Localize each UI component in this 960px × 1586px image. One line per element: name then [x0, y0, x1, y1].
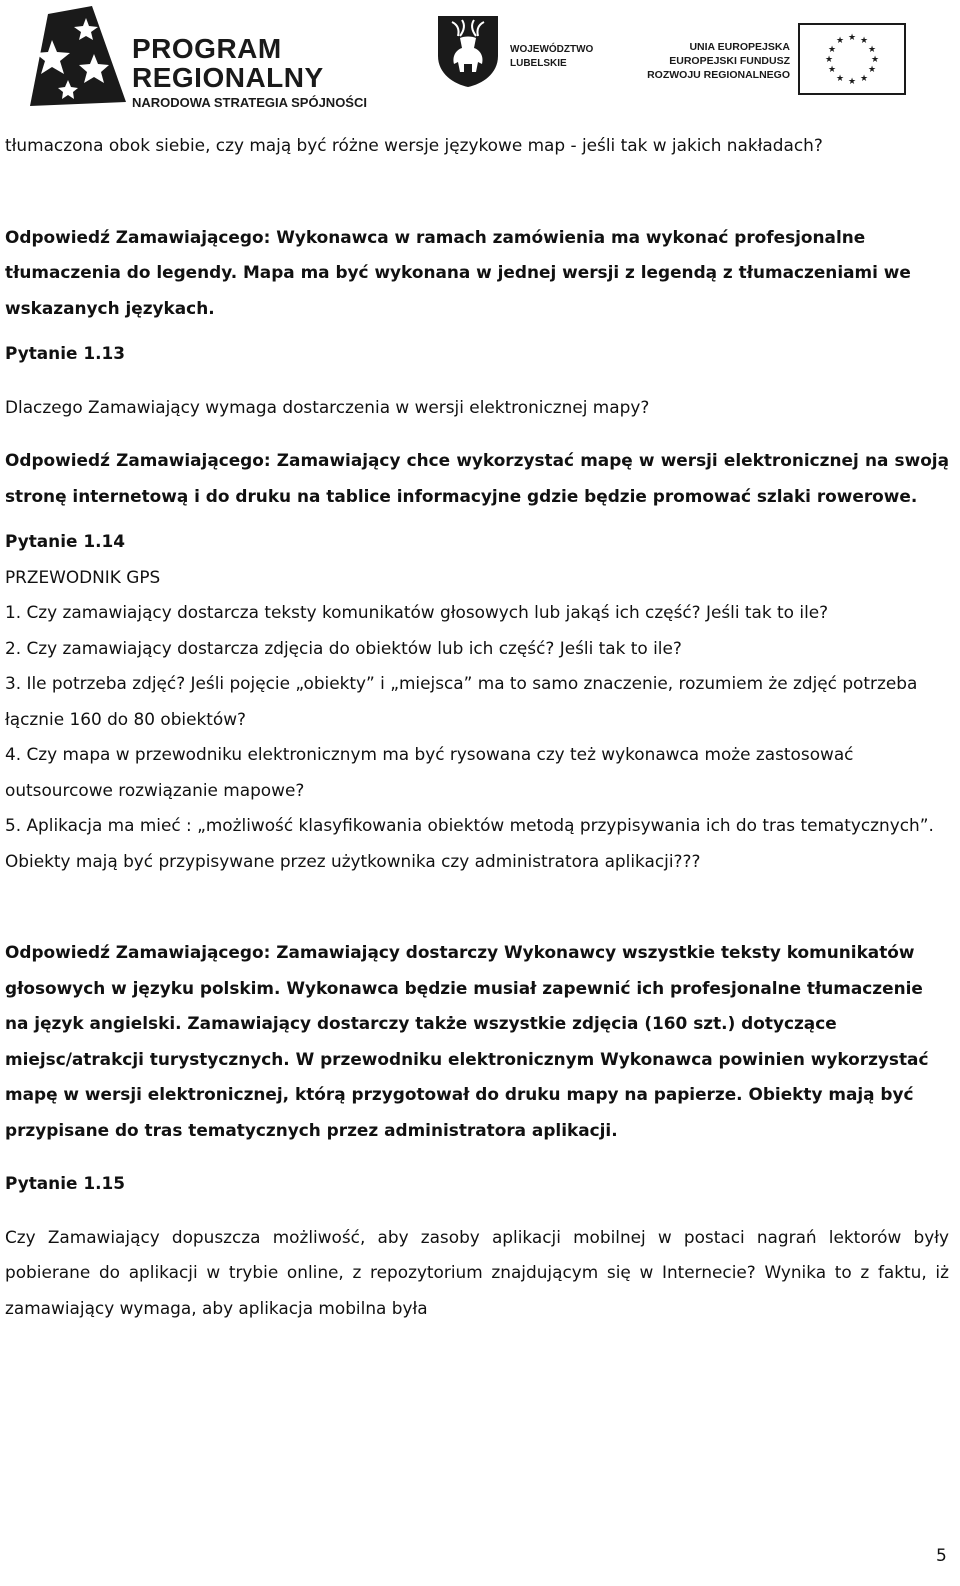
eu-flag-icon: [798, 23, 906, 95]
svg-text:★: ★: [867, 65, 877, 75]
eu-logo-text: UNIA EUROPEJSKA EUROPEJSKI FUNDUSZ ROZWOJU REGIONALNEGO: [647, 41, 790, 81]
svg-text:★: ★: [859, 36, 869, 46]
program-regionalny-stars-icon: [30, 6, 126, 106]
svg-text:★: ★: [870, 55, 880, 65]
question-1-14-item: 5. Aplikacja ma mieć : „możliwość klasyfikowania obiektów metodą przypisywania ich do tras tematycznych”. Obiekty mają być przypisywane przez użytkownika czy administratora aplikacji???: [5, 815, 934, 871]
paragraph-intro: tłumaczona obok siebie, czy mają być różne wersje językowe map - jeśli tak w jakich nakładach?: [5, 135, 823, 155]
document-body: [5, 128, 949, 1326]
svg-text:★: ★: [859, 74, 869, 84]
program-logo-subtitle: NARODOWA STRATEGIA SPÓJNOŚCI: [132, 95, 367, 110]
question-1-13-text: Dlaczego Zamawiający wymaga dostarczenia w wersji elektronicznej mapy?: [5, 396, 650, 417]
svg-text:★: ★: [824, 55, 834, 65]
question-1-14-item: 4. Czy mapa w przewodniku elektronicznym ma być rysowana czy też wykonawca może zastosować outsourcowe rozwiązanie mapowe?: [5, 744, 854, 800]
program-logo-title: PROGRAM REGIONALNY: [132, 33, 324, 93]
page-number: 5: [936, 1546, 947, 1566]
question-1-14-item: 3. Ile potrzeba zdjęć? Jeśli pojęcie „obiekty” i „miejsca” ma to samo znaczenie, rozumiem że zdjęć potrzeba łącznie 160 do 80 obiektów?: [5, 673, 918, 729]
svg-text:★: ★: [867, 45, 877, 55]
lubelskie-deer-crest-icon: [436, 14, 500, 88]
question-1-15-heading: Pytanie 1.15: [5, 1173, 125, 1193]
answer-1-14: Odpowiedź Zamawiającego: Zamawiający dostarczy Wykonawcy wszystkie teksty komunikatów głosowych w języku polskim. Wykonawca będzie musiał zapewnić ich profesjonalne tłumaczenie na język angielski. Zamawiający dostarczy także wszystkie zdjęcia (160 szt.) dotyczące miejsc/atrakcji turystycznych. W przewodniku elektronicznym Wykonawca powinien wykorzystać mapę w wersji elektronicznej, którą przygotował do druku mapy na papierze. Obiekty mają być przypisane do tras tematycznych przez administratora aplikacji.: [5, 942, 929, 1140]
page-header: [0, 0, 960, 118]
question-1-14-subheading: PRZEWODNIK GPS: [5, 566, 161, 587]
question-1-14-item: 1. Czy zamawiający dostarcza teksty komunikatów głosowych lub jakąś ich część? Jeśli tak to ile?: [5, 602, 829, 622]
svg-text:★: ★: [847, 33, 857, 43]
svg-text:★: ★: [835, 74, 845, 84]
svg-text:★: ★: [847, 77, 857, 87]
eu-fund-logo: [640, 18, 910, 98]
svg-text:★: ★: [827, 65, 837, 75]
answer-1-13: Odpowiedź Zamawiającego: Zamawiający chce wykorzystać mapę w wersji elektronicznej na swoją stronę internetową i do druku na tablice informacyjne gdzie będzie promować szlaki rowerowe.: [5, 450, 949, 506]
question-1-14-item: 2. Czy zamawiający dostarcza zdjęcia do obiektów lub ich część? Jeśli tak to ile?: [5, 637, 682, 658]
svg-text:★: ★: [827, 45, 837, 55]
region-logo-text: WOJEWÓDZTWO LUBELSKIE: [510, 44, 594, 69]
question-1-14-heading: Pytanie 1.14: [5, 531, 125, 551]
wojewodztwo-lubelskie-logo: [436, 14, 616, 94]
question-1-13-heading: Pytanie 1.13: [5, 343, 125, 363]
program-regionalny-logo: [30, 6, 380, 110]
answer-previous: Odpowiedź Zamawiającego: Wykonawca w ramach zamówienia ma wykonać profesjonalne tłumaczenia do legendy. Mapa ma być wykonana w jednej wersji z legendą z tłumaczeniami we wskazanych językach.: [5, 226, 911, 318]
svg-text:★: ★: [835, 36, 845, 46]
question-1-15-text: Czy Zamawiający dopuszcza możliwość, aby zasoby aplikacji mobilnej w postaci nagrań lektorów były pobierane do aplikacji w trybie online, z repozytorium znajdującym się w Internecie? Wynika to z faktu, iż zamawiający wymaga, aby aplikacja mobilna była: [5, 1226, 949, 1318]
